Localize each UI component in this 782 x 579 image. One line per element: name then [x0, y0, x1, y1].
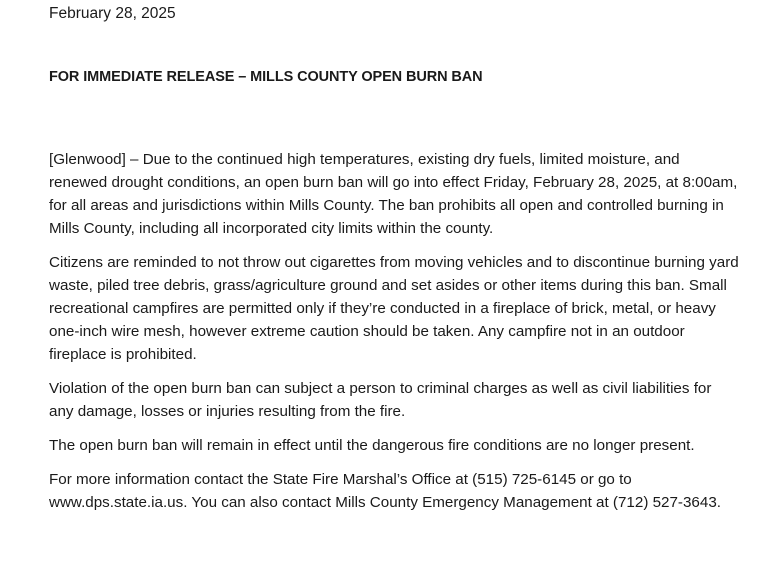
- headline: FOR IMMEDIATE RELEASE – MILLS COUNTY OPEN BURN BAN: [49, 69, 483, 85]
- paragraph-contact: For more information contact the State Fire Marshal’s Office at (515) 725-6145 or go to www.dps.state.ia.us. You can also contact Mills County Emergency Management at (712) 527-3643.: [49, 471, 721, 511]
- release-date: February 28, 2025: [49, 5, 176, 22]
- paragraph-citizens: Citizens are reminded to not throw out cigarettes from moving vehicles and to discontinue burning yard waste, piled tree debris, grass/agriculture ground and set asides or other items during this ban. Small recreational campfires are permitted only if they’re conducted in a fireplace of brick, metal, or heavy one-inch wire mesh, however extreme caution should be taken. Any campfire not in an outdoor fireplace is prohibited.: [49, 254, 739, 363]
- paragraph-intro: [Glenwood] – Due to the continued high temperatures, existing dry fuels, limited moisture, and renewed drought conditions, an open burn ban will go into effect Friday, February 28, 2025, at 8:00am, for all areas and jurisdictions within Mills County. The ban prohibits all open and controlled burning in Mills County, including all incorporated city limits within the county.: [49, 151, 738, 237]
- paragraph-duration: The open burn ban will remain in effect until the dangerous fire conditions are no longer present.: [49, 437, 695, 454]
- release-body: [49, 148, 739, 525]
- paragraph-violation: Violation of the open burn ban can subject a person to criminal charges as well as civil liabilities for any damage, losses or injuries resulting from the fire.: [49, 380, 712, 420]
